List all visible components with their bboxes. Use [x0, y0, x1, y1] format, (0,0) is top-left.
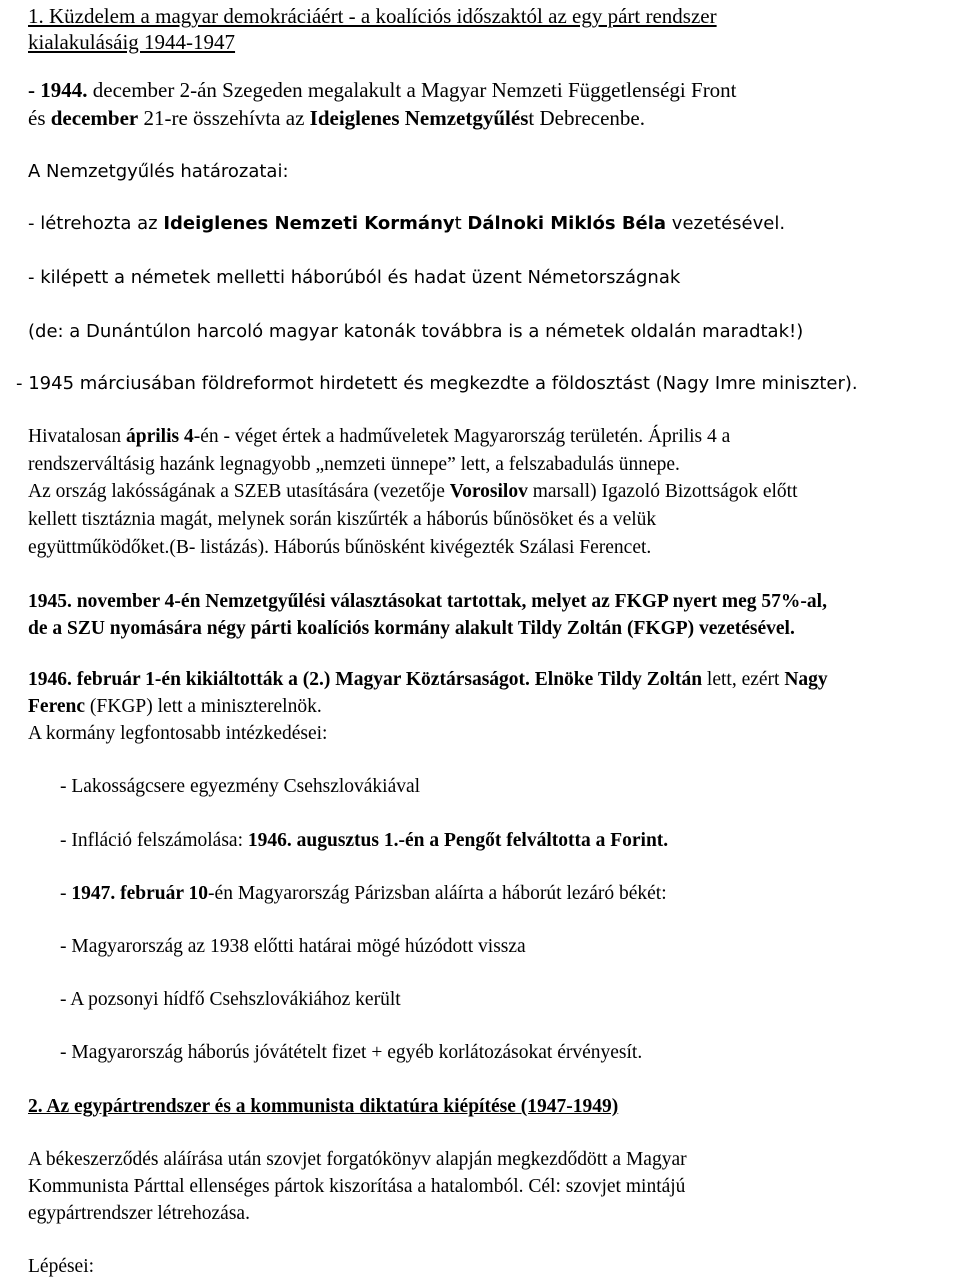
- intro-line-2: és december 21-re összehívta az Ideiglenes Nemzetgyűlést Debrecenbe.: [28, 106, 645, 130]
- section-2-heading: 2. Az egypártrendszer és a kommunista diktatúra kiépítése (1947-1949): [28, 1096, 619, 1117]
- p4-line-3: A kormány legfontosabb intézkedései:: [28, 723, 328, 744]
- p3-line-1: 1945. november 4-én Nemzetgyűlési választásokat tartottak, melyet az FKGP nyert meg 57%-al,: [28, 591, 827, 612]
- decision-4: - 1945 márciusában földreformot hirdetett és megkezdte a földosztást (Nagy Imre miniszter).: [16, 373, 858, 394]
- p2-line-3: Az ország lakósságának a SZEB utasítására (vezetője Vorosilov marsall) Igazoló Bizottságok előtt: [28, 481, 798, 502]
- s2-p1-line-2: Kommunista Párttal ellenséges pártok kiszorítása a hatalomból. Cél: szovjet mintájú: [28, 1176, 686, 1197]
- p2-line-2: rendszerváltásig hazánk legnagyobb „nemzeti ünnepe” lett, a felszabadulás ünnepe.: [28, 454, 680, 475]
- intro-line-1: - 1944. december 2-án Szegeden megalakult a Magyar Nemzeti Függetlenségi Front: [28, 78, 737, 102]
- decision-3-note: (de: a Dunántúlon harcoló magyar katonák továbbra is a németek oldalán maradtak!): [28, 321, 804, 342]
- p4-line-1: 1946. február 1-én kikiáltották a (2.) Magyar Köztársaságot. Elnöke Tildy Zoltán lett, ezért Nagy: [28, 669, 828, 690]
- p3-line-2: de a SZU nyomására négy párti koalíciós kormány alakult Tildy Zoltán (FKGP) vezetésével.: [28, 618, 795, 639]
- measure-4: - Magyarország az 1938 előtti határai mögé húzódott vissza: [60, 936, 526, 957]
- measure-3: - 1947. február 10-én Magyarország Párizsban aláírta a háborút lezáró békét:: [60, 883, 667, 904]
- section-1-heading-line-1: 1. Küzdelem a magyar demokráciáért - a koalíciós időszaktól az egy párt rendszer: [28, 4, 717, 28]
- decision-1: - létrehozta az Ideiglenes Nemzeti Kormányt Dálnoki Miklós Béla vezetésével.: [28, 213, 786, 234]
- steps-label: Lépései:: [28, 1256, 95, 1277]
- s2-p1-line-3: egypártrendszer létrehozása.: [28, 1203, 250, 1224]
- measure-6: - Magyarország háborús jóvátételt fizet + egyéb korlátozásokat érvényesít.: [60, 1042, 643, 1063]
- measure-2: - Infláció felszámolása: 1946. augusztus 1.-én a Pengőt felváltotta a Forint.: [60, 830, 669, 851]
- section-1-heading-line-2: kialakulásáig 1944-1947: [28, 30, 236, 54]
- s2-p1-line-1: A békeszerződés aláírása után szovjet forgatókönyv alapján megkezdődött a Magyar: [28, 1149, 687, 1170]
- p2-line-4: kellett tisztáznia magát, melynek során kiszűrték a háborús bűnösöket és a velük: [28, 509, 657, 530]
- decisions-title: A Nemzetgyűlés határozatai:: [28, 161, 289, 182]
- measure-5: - A pozsonyi hídfő Csehszlovákiához került: [60, 989, 401, 1010]
- p4-line-2: Ferenc (FKGP) lett a miniszterelnök.: [28, 696, 322, 717]
- measure-1: - Lakosságcsere egyezmény Csehszlovákiával: [60, 776, 421, 797]
- p2-line-1: Hivatalosan április 4-én - véget értek a hadműveletek Magyarország területén. Április 4 a: [28, 426, 731, 447]
- p2-line-5: együttműködőket.(B- listázás). Háborús bűnösként kivégezték Szálasi Ferencet.: [28, 537, 652, 558]
- decision-2: - kilépett a németek melletti háborúból és hadat üzent Németországnak: [28, 267, 681, 288]
